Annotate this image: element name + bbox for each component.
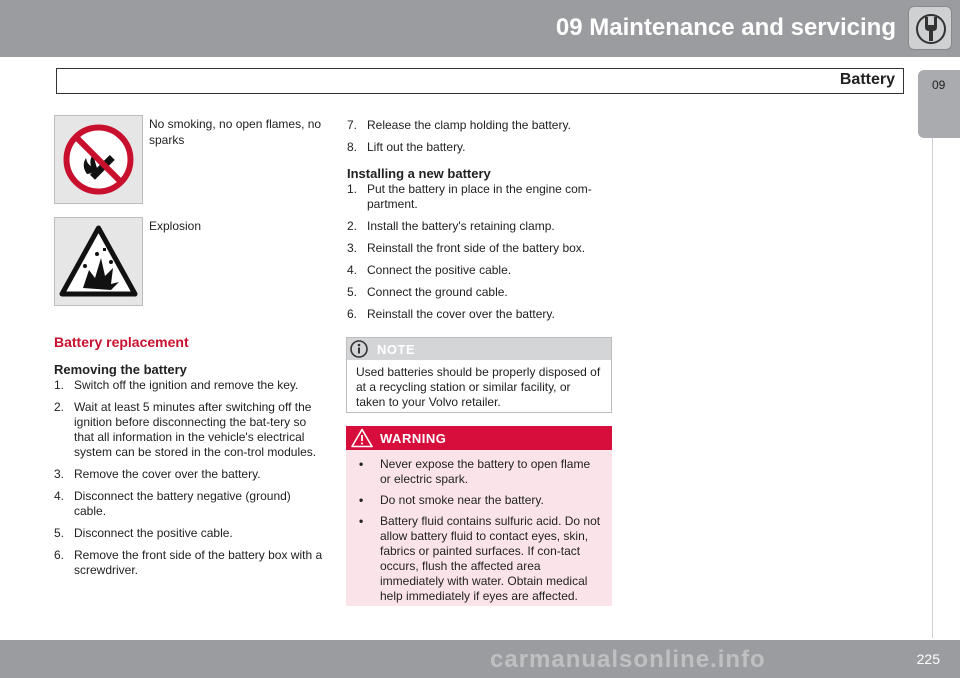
list-item: 6. Reinstall the cover over the battery. <box>347 307 555 321</box>
explosion-caption: Explosion <box>149 219 202 233</box>
chapter-tab-label: 09 <box>932 78 946 92</box>
chapter-title: 09 Maintenance and servicing <box>555 14 896 41</box>
removing-battery-heading: Removing the battery <box>54 362 187 377</box>
list-item: 5. Connect the ground cable. <box>347 285 508 299</box>
footer-bar <box>0 640 960 678</box>
installing-steps-list <box>347 182 615 329</box>
section-header <box>56 68 904 94</box>
warning-header <box>346 426 612 450</box>
list-item: 5. Disconnect the positive cable. <box>54 526 233 540</box>
warning-list <box>346 450 612 604</box>
chapter-header-bar <box>0 0 960 57</box>
list-item: • Do not smoke near the battery. <box>359 493 544 507</box>
section-title: Battery <box>839 71 895 88</box>
page-number: 225 <box>916 651 940 667</box>
warning-box <box>346 426 612 606</box>
list-item: 2. Wait at least 5 minutes after switching off the ignition before disconnecting the bat-tery so that all information in the vehicle's electrical system can be stored in the con-trol modules. <box>54 400 317 459</box>
list-item: 3. Reinstall the front side of the battery box. <box>347 241 586 255</box>
list-item: 4. Connect the positive cable. <box>347 263 512 277</box>
explosion-warning-icon <box>54 217 143 306</box>
removing-steps-continued <box>347 118 615 162</box>
list-item: 4. Disconnect the battery negative (ground) cable. <box>54 489 291 518</box>
list-item: 2. Install the battery's retaining clamp. <box>347 219 555 233</box>
battery-replacement-heading: Battery replacement <box>54 334 189 350</box>
note-text: Used batteries should be properly disposed of at a recycling station or similar facility, or taken to your Volvo retailer. <box>356 365 601 409</box>
list-item: 8. Lift out the battery. <box>347 140 466 154</box>
list-item: 6. Remove the front side of the battery box with a screwdriver. <box>54 548 323 577</box>
wrench-icon <box>908 6 952 50</box>
warning-title: WARNING <box>380 431 447 446</box>
chapter-tab[interactable] <box>918 70 960 138</box>
list-item: 1. Switch off the ignition and remove the key. <box>54 378 299 392</box>
removing-steps-list <box>54 378 326 585</box>
watermark: carmanualsonline.info <box>490 646 766 673</box>
list-item: • Battery fluid contains sulfuric acid. Do not allow battery fluid to contact eyes, skin, fabrics or painted surfaces. If con-tact occurs, flush the affected area immediately with water. Obtain medical help immediately if eyes are affected. <box>359 514 601 603</box>
list-item: 1. Put the battery in place in the engine com-partment. <box>347 182 592 211</box>
list-item: 3. Remove the cover over the battery. <box>54 467 261 481</box>
no-smoking-icon <box>54 115 143 204</box>
note-header <box>347 338 611 360</box>
info-icon <box>350 340 368 358</box>
list-item: • Never expose the battery to open flame or electric spark. <box>359 457 591 486</box>
side-strip <box>932 138 960 638</box>
no-smoking-caption: No smoking, no open flames, no sparks <box>149 117 322 147</box>
note-title: NOTE <box>377 342 416 357</box>
list-item: 7. Release the clamp holding the battery. <box>347 118 571 132</box>
note-box <box>346 337 612 413</box>
warning-triangle-icon <box>351 428 373 448</box>
installing-battery-heading: Installing a new battery <box>347 166 491 181</box>
